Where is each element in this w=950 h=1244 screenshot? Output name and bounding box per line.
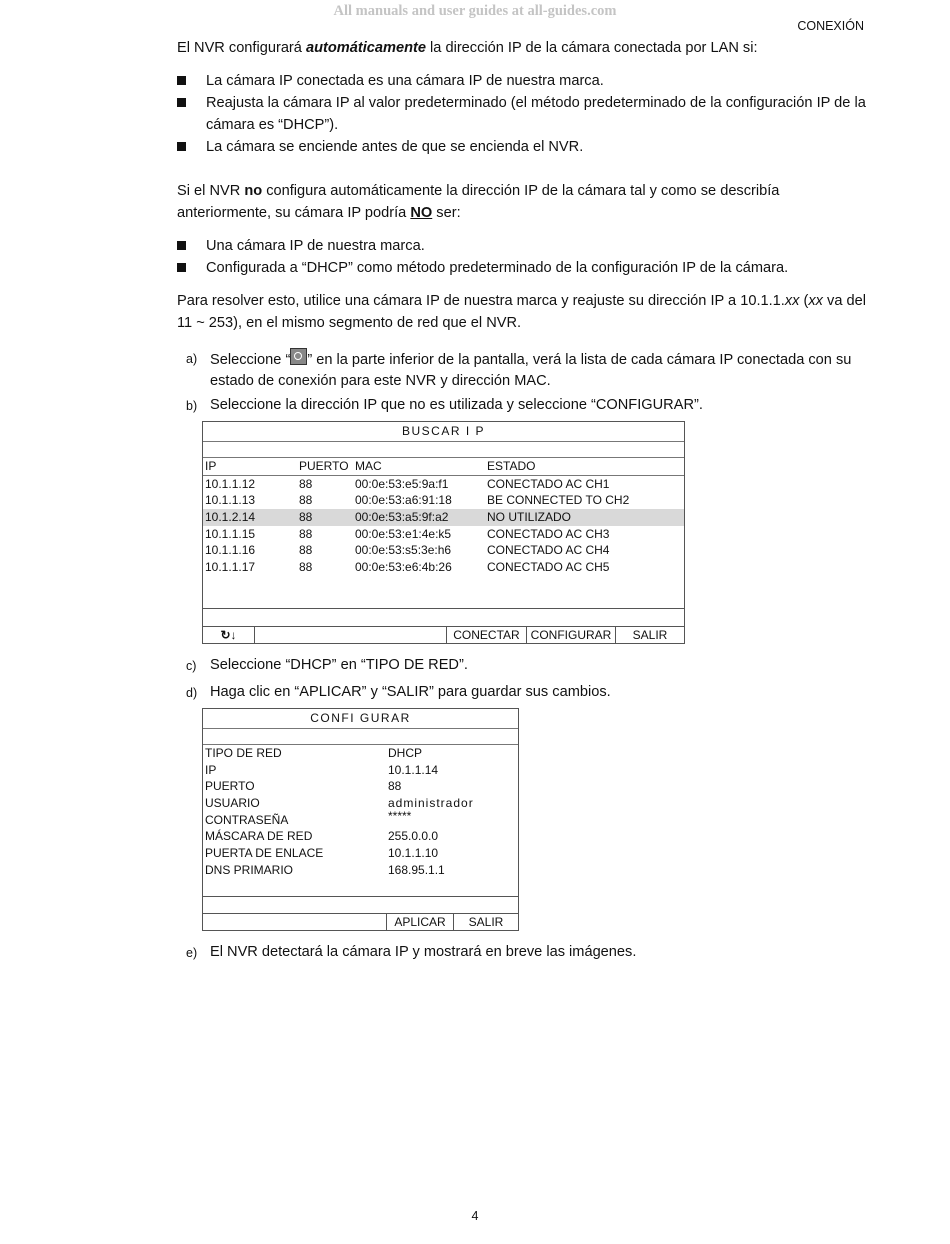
field-label: DNS PRIMARIO [205, 862, 294, 877]
table-row[interactable] [203, 476, 684, 493]
step-letter: a) [186, 352, 198, 366]
field-label: TIPO DE RED [205, 746, 282, 760]
cell-ip: 10.1.1.15 [205, 526, 256, 541]
bullet-text: Configurada a “DHCP” como método predeterminado de la configuración IP de la cámara. [206, 260, 789, 276]
bullet-square-icon [177, 241, 186, 250]
step-a-post: ” en la parte inferior de la pantalla, verá la lista de cada cámara IP conectada con su estado de conexión para este NVR y dirección MAC. [210, 352, 852, 389]
para3-text: Para resolver esto, utilice una cámara IP de nuestra marca y reajuste su dirección IP a 10.1.1. [177, 293, 785, 309]
para2-text: ser: [432, 205, 461, 221]
intro-text: El NVR configurará [177, 40, 306, 56]
cell-ip: 10.1.1.12 [205, 476, 256, 491]
list-divider [203, 608, 684, 609]
configure-button[interactable]: CONFIGURAR [526, 627, 615, 643]
table-header [203, 458, 684, 476]
cell-status: CONECTADO AC CH3 [487, 526, 610, 541]
ip-field[interactable]: 10.1.1.14 [388, 762, 439, 777]
intro-emphasis: automáticamente [305, 40, 426, 56]
cell-ip: 10.1.1.17 [205, 560, 256, 575]
column-header-status: ESTADO [487, 459, 536, 473]
exit-button[interactable]: SALIR [615, 627, 684, 643]
bullet-text: Una cámara IP de nuestra marca. [206, 238, 425, 254]
password-field[interactable]: ***** [388, 808, 412, 823]
paragraph-2 [177, 180, 867, 224]
bullet-square-icon [177, 76, 186, 85]
field-label: PUERTO [205, 779, 255, 794]
network-type-select[interactable]: DHCP [388, 746, 423, 760]
field-label: MÁSCARA DE RED [205, 829, 313, 844]
configure-dialog [202, 708, 519, 931]
bullet-text: Reajusta la cámara IP al valor predeterminado (el método predeterminado de la configuración IP de la cámara es “DHCP”). [206, 95, 866, 133]
cell-ip: 10.1.2.14 [205, 510, 256, 525]
step-text [210, 348, 866, 392]
cell-mac: 00:0e:53:a6:91:18 [355, 493, 452, 508]
bullet-text: La cámara IP conectada es una cámara IP de nuestra marca. [206, 73, 604, 89]
para3-italic: xx [784, 293, 800, 309]
subnet-mask-field[interactable]: 255.0.0.0 [388, 829, 439, 844]
page-number: 4 [471, 1209, 479, 1223]
search-icon[interactable] [290, 348, 307, 365]
cell-mac: 00:0e:53:s5:3e:h6 [355, 543, 452, 558]
form-divider [203, 896, 518, 897]
cell-port: 88 [299, 493, 313, 508]
column-header-mac: MAC [355, 459, 382, 473]
cell-status: NO UTILIZADO [487, 510, 572, 525]
cell-status: CONECTADO AC CH4 [487, 543, 610, 558]
cell-mac: 00:0e:53:e1:4e:k5 [355, 526, 452, 541]
form-row [203, 778, 518, 795]
cell-status: CONECTADO AC CH5 [487, 560, 610, 575]
intro-paragraph [177, 37, 867, 59]
cell-mac: 00:0e:53:e6:4b:26 [355, 560, 452, 575]
intro-text-end: la dirección IP de la cámara conectada por LAN si: [426, 40, 758, 56]
dialog-spacer [203, 729, 518, 745]
cell-mac: 00:0e:53:e5:9a:f1 [355, 476, 449, 491]
watermark: All manuals and user guides at all-guides.com [333, 3, 617, 19]
paragraph-3 [177, 290, 867, 334]
cell-port: 88 [299, 526, 313, 541]
dialog-title: CONFI GURAR [203, 709, 518, 729]
port-field[interactable]: 88 [388, 779, 402, 794]
form-row [203, 828, 518, 845]
section-title: CONEXIÓN [797, 19, 864, 33]
field-label: USUARIO [205, 796, 260, 811]
cell-mac: 00:0e:53:a5:9f:a2 [355, 510, 449, 525]
form-row [203, 862, 518, 879]
step-a-pre: Seleccione “ [210, 352, 291, 368]
user-field[interactable]: administrador [388, 796, 474, 811]
para3-italic: xx [808, 293, 823, 309]
bullet-text: La cámara se enciende antes de que se encienda el NVR. [206, 139, 584, 155]
column-header-ip: IP [205, 459, 217, 473]
cell-ip: 10.1.1.16 [205, 543, 256, 558]
form-row [203, 795, 518, 812]
step-letter: d) [186, 686, 198, 700]
dns-field[interactable]: 168.95.1.1 [388, 862, 445, 877]
table-row[interactable] [203, 492, 684, 509]
table-row[interactable] [203, 526, 684, 543]
step-letter: e) [186, 946, 198, 960]
cell-status: CONECTADO AC CH1 [487, 476, 610, 491]
field-label: CONTRASEÑA [205, 812, 289, 827]
bullet-square-icon [177, 98, 186, 107]
dialog-title: BUSCAR I P [203, 422, 684, 442]
step-text: Haga clic en “APLICAR” y “SALIR” para guardar sus cambios. [210, 684, 611, 700]
cell-port: 88 [299, 510, 313, 525]
cell-status: BE CONNECTED TO CH2 [487, 493, 630, 508]
step-letter: c) [186, 659, 197, 673]
step-text: Seleccione “DHCP” en “TIPO DE RED”. [210, 657, 468, 673]
refresh-icon[interactable]: ↻↓ [203, 627, 255, 643]
para3-text: ( [799, 293, 809, 309]
dialog-spacer [203, 442, 684, 458]
table-row[interactable] [203, 542, 684, 559]
para2-bold: no [244, 183, 263, 199]
form-row [203, 745, 518, 762]
table-row[interactable] [203, 559, 684, 576]
apply-button[interactable]: APLICAR [386, 914, 453, 930]
para3-text: va del 11 ~ 253), en el mismo segmento de red que el NVR. [177, 293, 866, 331]
para2-text: Si el NVR [177, 183, 245, 199]
connect-button[interactable]: CONECTAR [446, 627, 526, 643]
cell-port: 88 [299, 543, 313, 558]
para2-bold-underline: NO [410, 205, 433, 221]
search-ip-dialog [202, 421, 685, 644]
bullet-square-icon [177, 263, 186, 272]
gateway-field[interactable]: 10.1.1.10 [388, 846, 439, 861]
cell-port: 88 [299, 476, 313, 491]
step-letter: b) [186, 399, 198, 413]
field-label: PUERTA DE ENLACE [205, 846, 324, 861]
exit-button[interactable]: SALIR [453, 914, 518, 930]
cell-ip: 10.1.1.13 [205, 493, 256, 508]
dialog-button-bar [203, 626, 684, 643]
dialog-button-bar [203, 913, 518, 930]
field-label: IP [205, 762, 217, 777]
step-text: Seleccione la dirección IP que no es utilizada y seleccione “CONFIGURAR”. [210, 397, 703, 413]
column-header-port: PUERTO [299, 459, 349, 473]
para2-text: configura automáticamente la dirección IP de la cámara tal y como se describía anteriormente, su cámara IP podría [177, 183, 780, 221]
table-row-selected[interactable] [203, 509, 684, 526]
cell-port: 88 [299, 560, 313, 575]
form-row [203, 845, 518, 862]
form-row [203, 762, 518, 779]
bullet-square-icon [177, 142, 186, 151]
step-text: El NVR detectará la cámara IP y mostrará en breve las imágenes. [210, 944, 637, 960]
form-row [203, 808, 518, 829]
